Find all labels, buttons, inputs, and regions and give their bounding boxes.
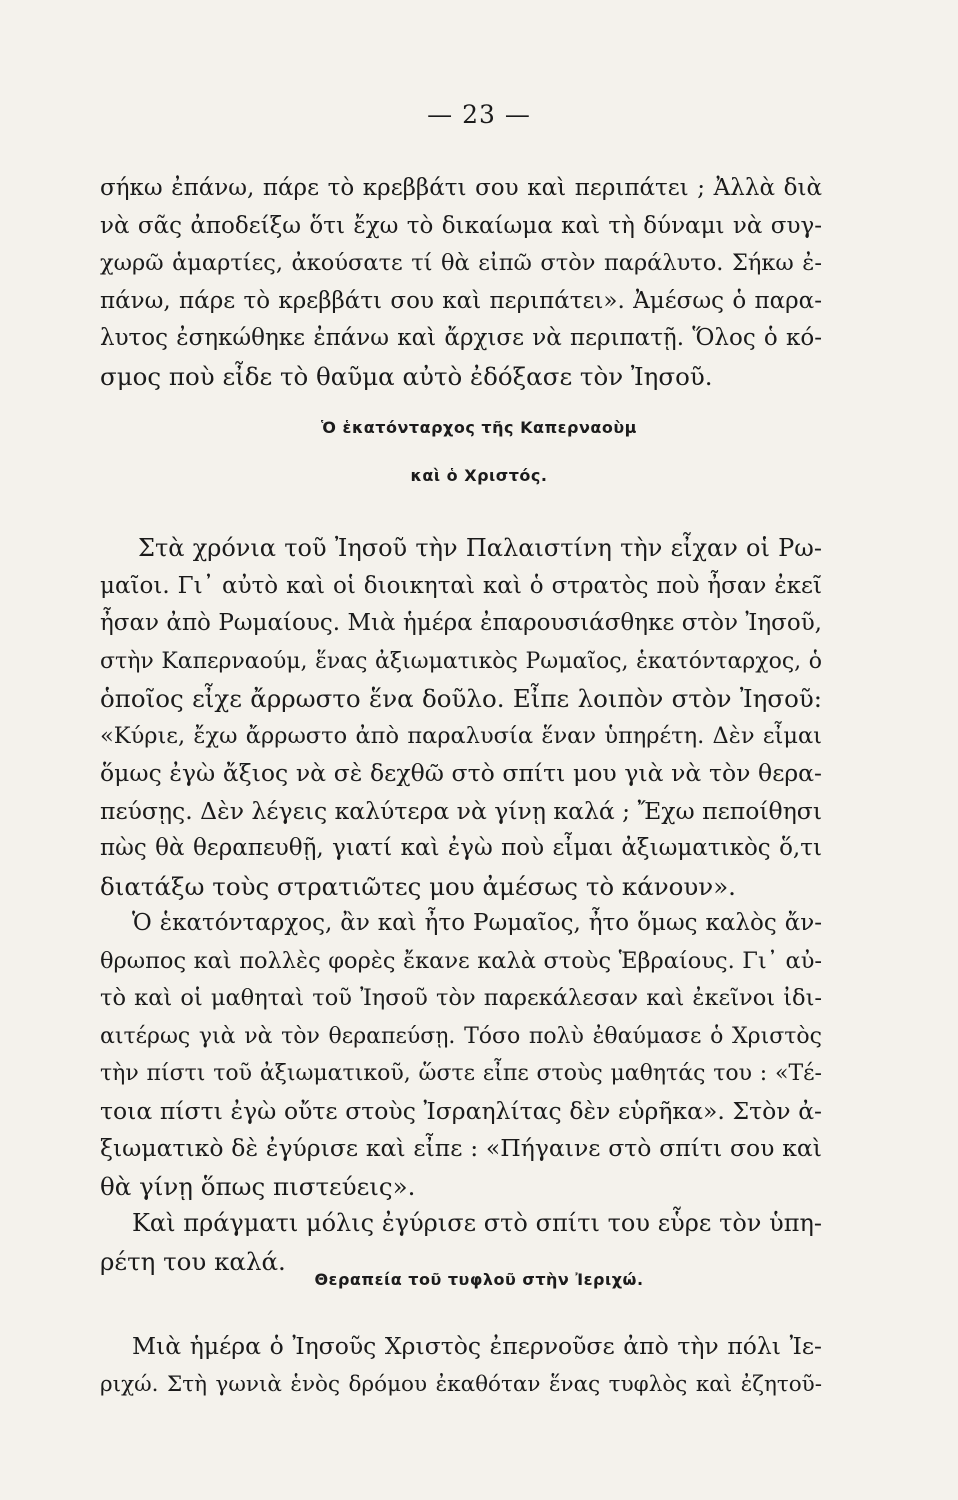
text-line: ὁποῖος εἶχε ἄρρωστο ἕνα δοῦλο. Εἶπε λοιπὸν στὸν Ἰησοῦ:	[100, 684, 822, 713]
text-line: μαῖοι. Γι᾽ αὐτὸ καὶ οἱ διοικηταὶ καὶ ὁ στρατὸς ποὺ ἦσαν ἐκεῖ	[100, 572, 822, 599]
text-line: τὴν πίστι τοῦ ἀξιωματικοῦ, ὥστε εἶπε στοὺς μαθητάς του : «Τέ-	[100, 1061, 822, 1086]
text-line: λυτος ἐσηκώθηκε ἐπάνω καὶ ἄρχισε νὰ περιπατῇ. Ὅλος ὁ κό-	[100, 325, 822, 351]
text-line: θρωπος καὶ πολλὲς φορὲς ἔκανε καλὰ στοὺς Ἑβραίους. Γι᾽ αὐ-	[100, 947, 822, 974]
text-line: ριχώ. Στὴ γωνιὰ ἑνὸς δρόμου ἐκαθόταν ἕνας τυφλὸς καὶ ἐζητοῦ-	[100, 1371, 822, 1397]
text-line: Ὁ ἑκατόνταρχος, ἂν καὶ ἦτο Ρωμαῖος, ἦτο ὅμως καλὸς ἄν-	[132, 910, 822, 936]
text-line: σμος ποὺ εἶδε τὸ θαῦμα αὐτὸ ἐδόξασε τὸν Ἰησοῦ.	[100, 361, 713, 391]
text-line: σήκω ἐπάνω, πάρε τὸ κρεββάτι σου καὶ περιπάτει ; Ἀλλὰ διὰ	[100, 175, 822, 201]
text-line: ἦσαν ἀπὸ Ρωμαίους. Μιὰ ἡμέρα ἐπαρουσιάσθηκε στὸν Ἰησοῦ,	[100, 610, 822, 636]
page-number: — 23 —	[427, 100, 531, 129]
text-line: Καὶ πράγματι μόλις ἐγύρισε στὸ σπίτι του εὗρε τὸν ὑπη-	[132, 1209, 822, 1237]
text-line: διατάξω τοὺς στρατιῶτες μου ἀμέσως τὸ κάνουν».	[100, 871, 736, 901]
text-line: τοια πίστι ἐγὼ οὔτε στοὺς Ἰσραηλίτας δὲν εὑρῆκα». Στὸν ἀ-	[100, 1096, 822, 1125]
text-line: πεύσῃς. Δὲν λέγεις καλύτερα νὰ γίνῃ καλά ; Ἔχω πεποίθησι	[100, 796, 823, 825]
text-line: «Κύριε, ἔχω ἄρρωστο ἀπὸ παραλυσία ἕναν ὑπηρέτη. Δὲν εἶμαι	[100, 722, 822, 749]
text-line: Μιὰ ἡμέρα ὁ Ἰησοῦς Χριστὸς ἐπερνοῦσε ἀπὸ τὴν πόλι Ἰε-	[132, 1332, 822, 1360]
heading-line: Ὁ ἑκατόνταρχος τῆς Καπερναοὺμ	[321, 418, 637, 437]
heading-line: καὶ ὁ Χριστός.	[410, 466, 548, 485]
text-line: θὰ γίνῃ ὅπως πιστεύεις».	[100, 1171, 416, 1201]
text-line: στὴν Καπερναούμ, ἕνας ἀξιωματικὸς Ρωμαῖος, ἑκατόνταρχος, ὁ	[100, 648, 822, 674]
intro-paragraph	[100, 170, 822, 395]
text-line: ξιωματικὸ δὲ ἐγύρισε καὶ εἶπε : «Πήγαινε στὸ σπίτι σου καὶ	[100, 1134, 822, 1162]
text-line: ὅμως ἐγὼ ἄξιος νὰ σὲ δεχθῶ στὸ σπίτι μου γιὰ νὰ τὸν θερα-	[100, 759, 822, 787]
heading-line: Θεραπεία τοῦ τυφλοῦ στὴν Ἰεριχώ.	[314, 1270, 644, 1289]
text-line: νὰ σᾶς ἀποδείξω ὅτι ἔχω τὸ δικαίωμα καὶ τὴ δύναμι νὰ συγ-	[100, 212, 822, 239]
text-line: ρέτη του καλά.	[100, 1246, 286, 1276]
text-line: χωρῶ ἁμαρτίες, ἀκούσατε τί θὰ εἰπῶ στὸν παράλυτο. Σήκω ἐ-	[100, 250, 822, 276]
section-heading-jericho	[0, 1256, 958, 1304]
text-line: πὼς θὰ θεραπευθῇ, γιατί καὶ ἐγὼ ποὺ εἶμαι ἀξιωματικὸς ὅ,τι	[100, 835, 822, 861]
centurion-paragraph	[100, 530, 822, 1280]
text-line: τὸ καὶ οἱ μαθηταὶ τοῦ Ἰησοῦ τὸν παρεκάλεσαν καὶ ἐκεῖνοι ἰδι-	[100, 985, 822, 1011]
section-heading-centurion	[0, 404, 958, 500]
text-line: πάνω, πάρε τὸ κρεββάτι σου καὶ περιπάτει». Ἀμέσως ὁ παρα-	[100, 287, 822, 314]
jericho-paragraph	[100, 1328, 822, 1403]
text-line: Στὰ χρόνια τοῦ Ἰησοῦ τὴν Παλαιστίνη τὴν εἶχαν οἱ Ρω-	[138, 534, 822, 562]
text-line: αιτέρως γιὰ νὰ τὸν θεραπεύσῃ. Τόσο πολὺ ἐθαύμασε ὁ Χριστὸς	[100, 1023, 822, 1049]
